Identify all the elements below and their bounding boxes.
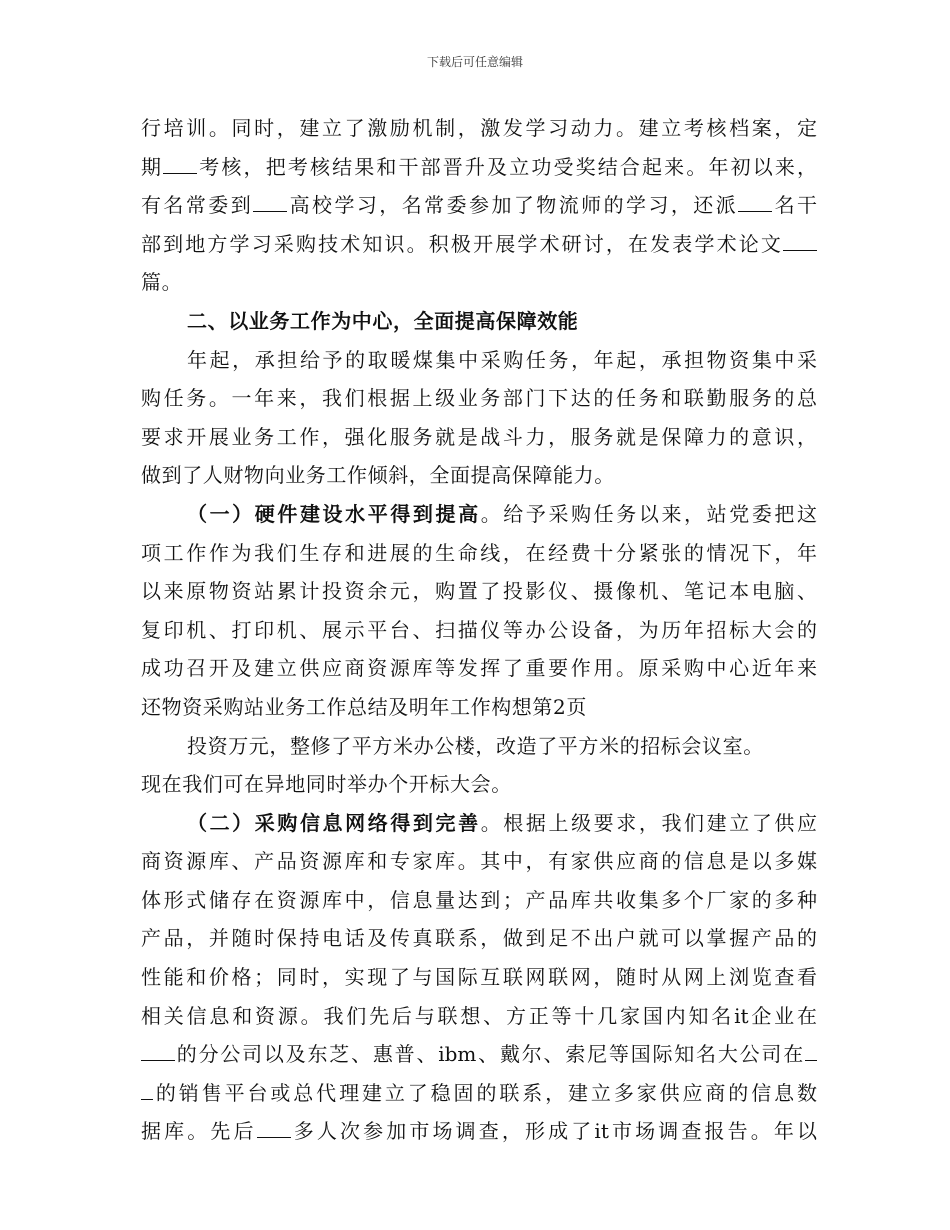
text-span: 的销售平台或总代理建立了稳固的联系，建立多家供应商的信息数 — [153, 1080, 817, 1105]
fill-blank — [257, 1119, 291, 1138]
text-line — [141, 225, 817, 264]
text-span: 行培训。同时，建立了激励机制，激发学习动力。建立考核档案，定 — [141, 116, 817, 140]
document-body — [141, 109, 817, 1151]
text-line — [141, 495, 817, 534]
text-line: 体形式储存在资源库中，信息量达到；产品库共收集多个厂家的多种 — [141, 887, 817, 912]
text-line: 成功召开及建立供应商资源库等发挥了重要作用。原采购中心近年来 — [141, 656, 817, 681]
text-span: 。根据上级要求，我们建立了供应 — [480, 810, 818, 835]
text-line: 产品，并随时保持电话及传真联系，做到足不出户就可以掌握产品的 — [141, 926, 817, 951]
text-span: 有名常委到 — [141, 193, 254, 218]
text-line: 投资万元，整修了平方米办公楼，改造了平方米的招标会议室。 — [187, 733, 764, 758]
fill-blank — [783, 232, 817, 251]
text-line: 做到了人财物向业务工作倾斜，全面提高保障能力。 — [141, 463, 615, 488]
text-line: 复印机、打印机、展示平台、扫描仪等办公设备，为历年招标大会的 — [141, 617, 817, 642]
text-line: 商资源库、产品资源库和专家库。其中，有家供应商的信息是以多媒 — [141, 849, 817, 874]
text-span: 考核，把考核结果和干部晋升及立功受奖结合起来。年初以来， — [197, 154, 818, 179]
text-line — [141, 804, 817, 843]
fill-blank — [163, 155, 197, 174]
fill-blank — [253, 193, 287, 212]
text-span: 。给予采购任务以来，站党委把这 — [480, 501, 818, 526]
text-line — [141, 1074, 817, 1113]
text-span: 部到地方学习采购技术知识。积极开展学术研讨，在发表学术论文 — [141, 231, 783, 256]
section-heading: 二、以业务工作为中心，全面提高保障效能 — [187, 308, 579, 333]
text-span: 名干 — [772, 193, 818, 218]
text-line: 还物资采购站业务工作总结及明年工作构想第2页 — [141, 694, 587, 719]
text-line — [141, 148, 817, 187]
text-line — [141, 1112, 817, 1151]
text-line — [141, 1035, 817, 1074]
subsection-title: （一）硬件建设水平得到提高 — [187, 501, 481, 526]
text-span: 据库。先后 — [141, 1119, 257, 1144]
text-span: 多人次参加市场调查，形成了it市场调查报告。年以 — [290, 1119, 818, 1144]
text-line: 以来原物资站累计投资余元，购置了投影仪、摄像机、笔记本电脑、 — [141, 579, 817, 604]
text-line: 项工作作为我们生存和进展的生命线，在经费十分紧张的情况下，年 — [141, 540, 817, 565]
fill-blank — [738, 193, 772, 212]
text-span: 篇。 — [141, 270, 183, 295]
text-line — [141, 263, 817, 302]
text-span: 期 — [141, 154, 164, 179]
text-line: 年起，承担给予的取暖煤集中采购任务，年起，承担物资集中采 — [187, 347, 817, 372]
page-header: 下载后可任意编辑 — [426, 55, 523, 69]
text-line: 相关信息和资源。我们先后与联想、方正等十几家国内知名it企业在 — [141, 1003, 817, 1028]
text-span: 的分公司以及东芝、惠普、ibm、戴尔、索尼等国际知名大公司在 — [175, 1042, 805, 1067]
text-line: 要求开展业务工作，强化服务就是战斗力，服务就是保障力的意识， — [141, 424, 817, 449]
text-line: 购任务。一年来，我们根据上级业务部门下达的任务和联勤服务的总 — [141, 386, 817, 411]
fill-blank — [805, 1042, 817, 1061]
fill-blank — [141, 1081, 153, 1100]
text-line — [141, 186, 817, 225]
subsection-title: （二）采购信息网络得到完善 — [187, 810, 481, 835]
text-line: 性能和价格；同时，实现了与国际互联网联网，随时从网上浏览查看 — [141, 965, 817, 990]
text-line: 现在我们可在异地同时举办个开标大会。 — [141, 772, 512, 797]
text-line — [141, 109, 817, 148]
text-span: 高校学习，名常委参加了物流师的学习，还派 — [287, 193, 739, 218]
fill-blank — [141, 1042, 175, 1061]
